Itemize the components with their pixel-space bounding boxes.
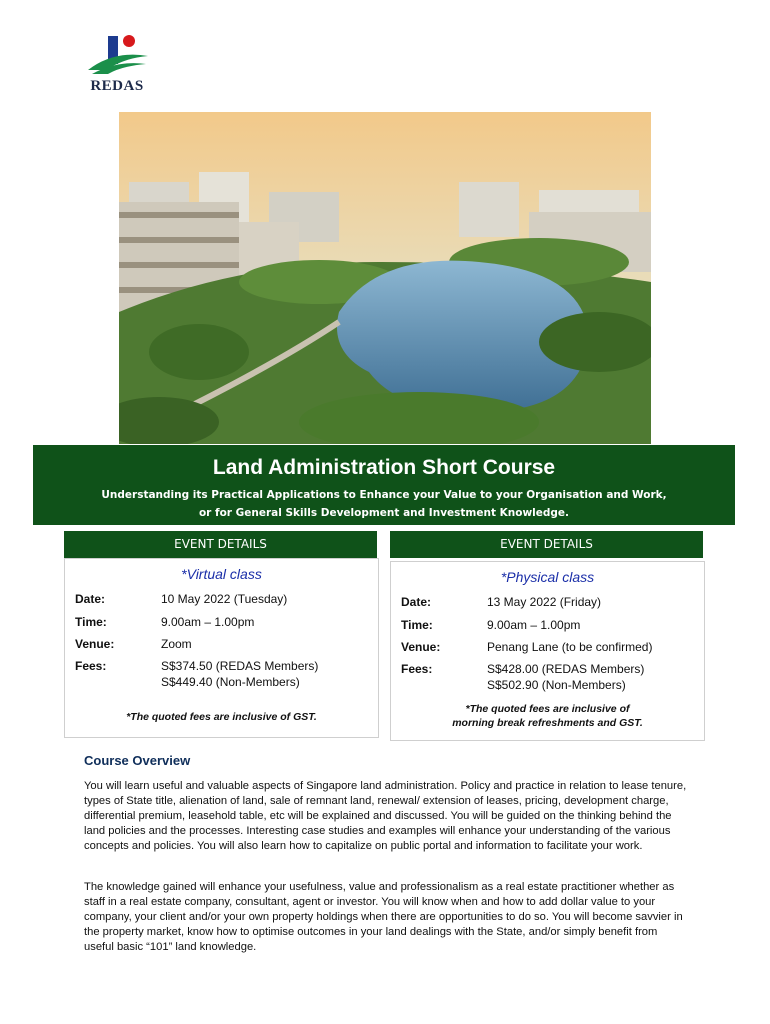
virtual-date: 10 May 2022 (Tuesday) bbox=[161, 592, 288, 606]
virtual-class-label: *Virtual class bbox=[181, 566, 262, 582]
virtual-event-details-heading: EVENT DETAILS bbox=[64, 531, 377, 558]
course-title: Land Administration Short Course bbox=[212, 456, 556, 479]
course-overview-heading: Course Overview bbox=[84, 753, 191, 768]
fees-label: Fees: bbox=[75, 659, 107, 673]
physical-event-details-heading: EVENT DETAILS bbox=[390, 531, 703, 558]
overview-paragraph-1: You will learn useful and valuable aspects of Singapore land administration. Policy and practice in relation to lease tenure, types of State title, alienation of land, sale of remnant land, renewal/ extension of leases, pricing, development charge, differential premium, leasehold table, etc will be explained and discussed. You will be guided on the thinking behind the land policies and the processes. Interesting case studies and examples will enhance your understanding of the various concepts and policies. You will also learn how to capitalize on public portal and information to facilitate your work. bbox=[84, 780, 687, 852]
physical-fee-note-line-1: *The quoted fees are inclusive of bbox=[465, 703, 630, 715]
course-subtitle-line-1: Understanding its Practical Applications to Enhance your Value to your Organisation and Work, bbox=[101, 489, 667, 501]
virtual-venue: Zoom bbox=[161, 637, 192, 651]
physical-fee-members: S$428.00 (REDAS Members) bbox=[487, 662, 645, 676]
brand-name: REDAS bbox=[90, 78, 144, 94]
overview-paragraph-2: The knowledge gained will enhance your usefulness, value and professionalism as a real estate practitioner whether as staff in a real estate company, consultant, agent or investor. You will know when and how to add dollar value to your company, your client and/or your own property holdings when there are opportunities to do so. You will become savvier in the property market, know how to optimise outcomes in your land dealings with the State, and/or simply benefit from useful basic “101” land knowledge. bbox=[84, 881, 683, 953]
physical-venue: Penang Lane (to be confirmed) bbox=[487, 640, 653, 654]
venue-label: Venue: bbox=[401, 640, 441, 654]
date-label: Date: bbox=[401, 595, 432, 609]
physical-date: 13 May 2022 (Friday) bbox=[487, 595, 602, 609]
virtual-fee-non-members: S$449.40 (Non-Members) bbox=[161, 675, 300, 689]
time-label: Time: bbox=[75, 615, 107, 629]
physical-fee-note bbox=[391, 702, 704, 730]
virtual-time: 9.00am – 1.00pm bbox=[161, 615, 255, 629]
physical-fee-note-line-2: morning break refreshments and GST. bbox=[452, 717, 643, 729]
course-title-banner bbox=[33, 445, 735, 525]
physical-time: 9.00am – 1.00pm bbox=[487, 618, 581, 632]
physical-class-label: *Physical class bbox=[500, 569, 595, 585]
time-label: Time: bbox=[401, 618, 433, 632]
venue-label: Venue: bbox=[75, 637, 115, 651]
physical-class-panel bbox=[390, 561, 705, 741]
virtual-fee-note: *The quoted fees are inclusive of GST. bbox=[126, 711, 317, 723]
course-subtitle bbox=[33, 486, 735, 522]
physical-fee-non-members: S$502.90 (Non-Members) bbox=[487, 678, 626, 692]
virtual-fee-members: S$374.50 (REDAS Members) bbox=[161, 659, 319, 673]
hero-image bbox=[119, 112, 651, 444]
course-subtitle-line-2: or for General Skills Development and Investment Knowledge. bbox=[198, 507, 570, 519]
fees-label: Fees: bbox=[401, 662, 433, 676]
virtual-class-panel bbox=[64, 558, 379, 738]
date-label: Date: bbox=[75, 592, 106, 606]
